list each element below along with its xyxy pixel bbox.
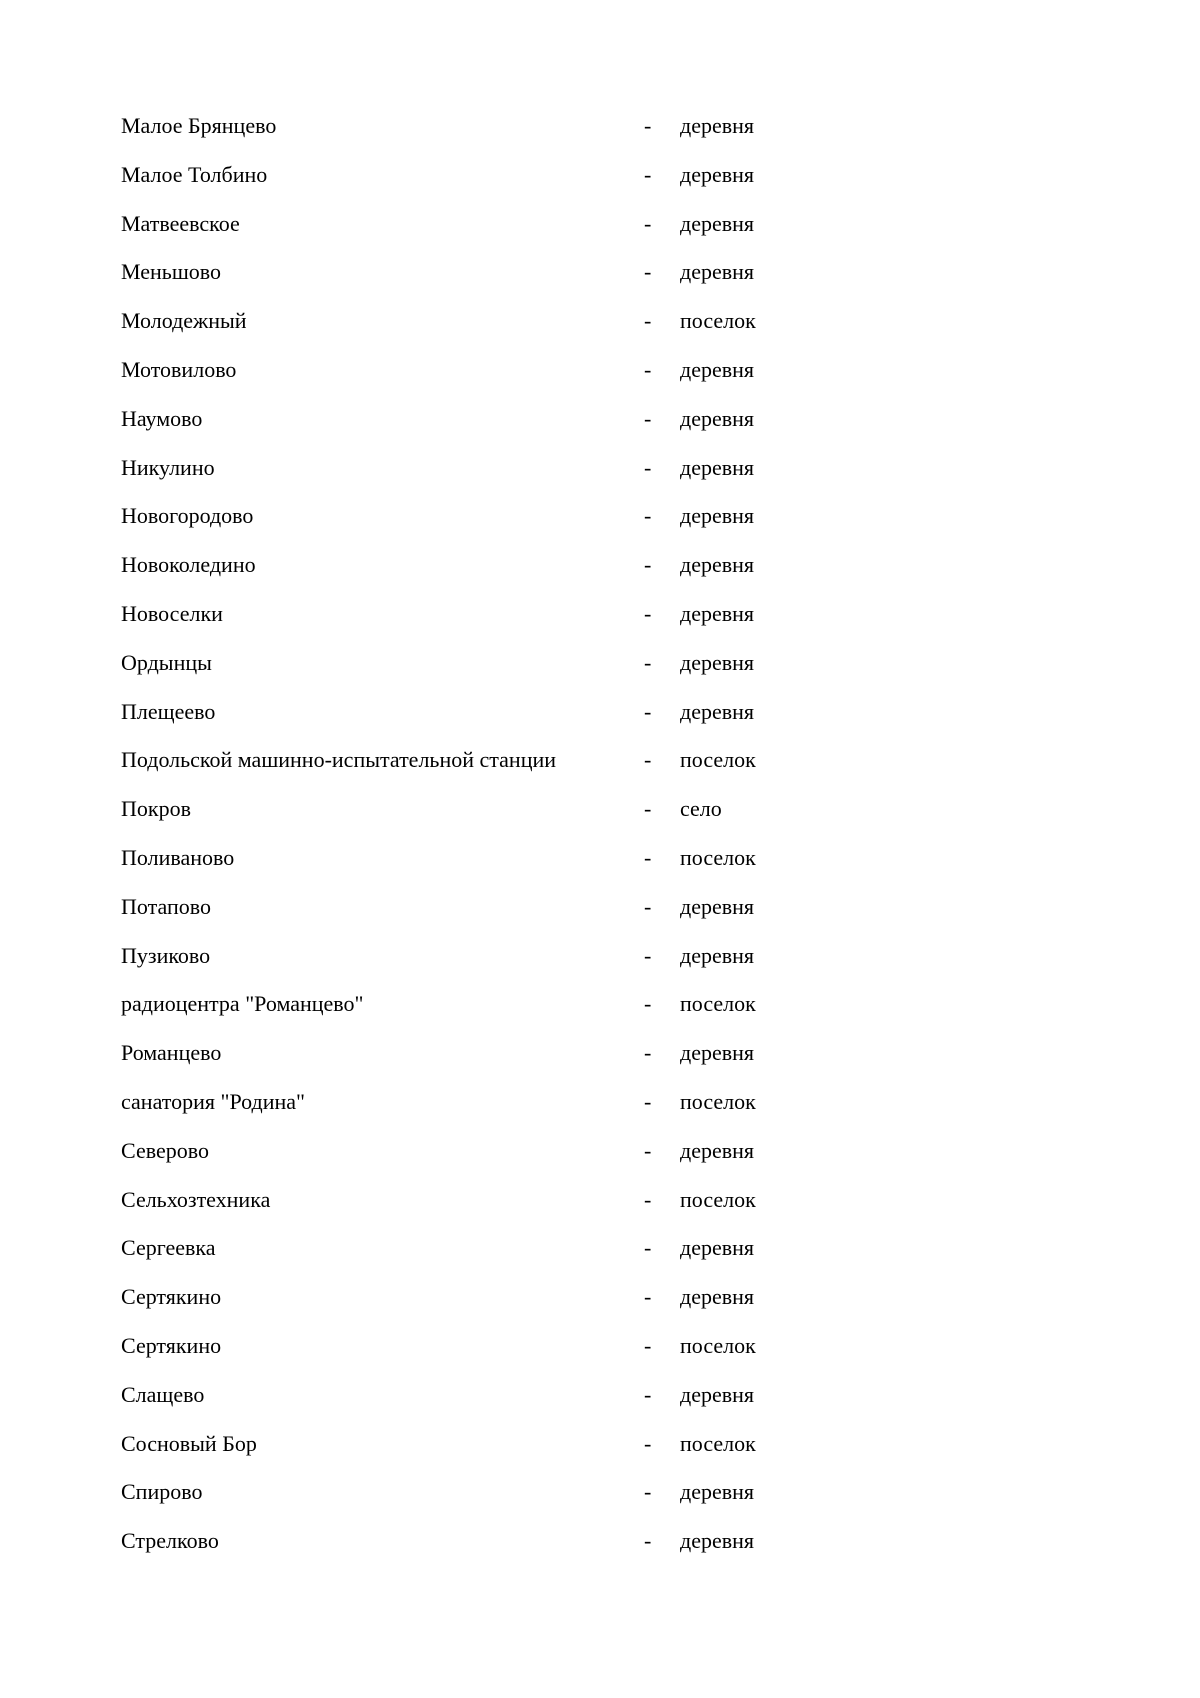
separator-dash: - — [644, 405, 652, 431]
settlement-name: Сельхозтехника — [121, 1186, 271, 1212]
settlement-type: деревня — [680, 259, 755, 285]
settlement-type: деревня — [680, 893, 755, 919]
settlement-type: деревня — [680, 698, 755, 724]
separator-dash: - — [644, 1040, 652, 1066]
settlement-name: Стрелково — [121, 1528, 219, 1554]
settlement-type: деревня — [680, 600, 755, 626]
settlement-type: поселок — [680, 1088, 756, 1114]
separator-dash: - — [644, 552, 652, 578]
list-item — [121, 351, 1121, 400]
separator-dash: - — [644, 1479, 652, 1505]
settlement-type: деревня — [680, 1381, 755, 1407]
list-item — [121, 985, 1121, 1034]
list-item — [121, 253, 1121, 302]
settlement-type: деревня — [680, 503, 755, 529]
settlement-type: деревня — [680, 356, 755, 382]
settlement-type: деревня — [680, 1284, 755, 1310]
separator-dash: - — [644, 1528, 652, 1554]
settlement-type: деревня — [680, 161, 755, 187]
settlement-type: село — [680, 796, 722, 822]
list-item — [121, 839, 1121, 888]
list-item — [121, 1034, 1121, 1083]
settlement-name: Никулино — [121, 454, 215, 480]
settlement-name: Малое Брянцево — [121, 113, 277, 138]
separator-dash: - — [644, 454, 652, 480]
list-item — [121, 1278, 1121, 1327]
settlement-name: Спирово — [121, 1479, 203, 1505]
separator-dash: - — [644, 113, 652, 138]
list-item — [121, 1083, 1121, 1132]
list-item — [121, 1425, 1121, 1474]
list-item — [121, 205, 1121, 254]
settlement-name: санатория "Родина" — [121, 1088, 306, 1114]
settlement-name: Слащево — [121, 1381, 205, 1407]
settlement-name: Сосновый Бор — [121, 1430, 257, 1456]
separator-dash: - — [644, 1088, 652, 1114]
settlement-name: Сертякино — [121, 1332, 222, 1358]
settlement-type: поселок — [680, 1186, 756, 1212]
list-item — [121, 1229, 1121, 1278]
list-item — [121, 1473, 1121, 1522]
separator-dash: - — [644, 1137, 652, 1163]
list-item — [121, 156, 1121, 205]
settlement-name: Потапово — [121, 893, 211, 919]
settlement-type: поселок — [680, 1332, 756, 1358]
list-item — [121, 1327, 1121, 1376]
settlement-type: деревня — [680, 1235, 755, 1261]
settlement-type: деревня — [680, 552, 755, 578]
separator-dash: - — [644, 259, 652, 285]
separator-dash: - — [644, 210, 652, 236]
separator-dash: - — [644, 649, 652, 675]
settlement-type: поселок — [680, 747, 756, 773]
settlement-name: Поливаново — [121, 844, 235, 870]
list-item — [121, 1132, 1121, 1181]
list-item — [121, 302, 1121, 351]
settlement-name: Ордынцы — [121, 649, 212, 675]
separator-dash: - — [644, 503, 652, 529]
settlement-name: Новогородово — [121, 503, 254, 529]
list-item — [121, 595, 1121, 644]
list-item — [121, 888, 1121, 937]
separator-dash: - — [644, 1332, 652, 1358]
settlement-name: Сергеевка — [121, 1235, 216, 1261]
settlement-type: деревня — [680, 1137, 755, 1163]
settlement-type: деревня — [680, 113, 755, 138]
separator-dash: - — [644, 1430, 652, 1456]
settlement-type: поселок — [680, 844, 756, 870]
settlement-name: Пузиково — [121, 942, 211, 968]
list-item — [121, 693, 1121, 742]
settlement-type: деревня — [680, 942, 755, 968]
settlement-name: Плещеево — [121, 698, 216, 724]
separator-dash: - — [644, 844, 652, 870]
settlement-type: деревня — [680, 1479, 755, 1505]
settlement-name: Новоколедино — [121, 552, 256, 578]
list-item — [121, 937, 1121, 986]
list-item — [121, 107, 1121, 156]
settlement-name: Новоселки — [121, 600, 223, 626]
separator-dash: - — [644, 796, 652, 822]
list-item — [121, 546, 1121, 595]
settlement-name: Романцево — [121, 1040, 222, 1066]
list-item — [121, 1181, 1121, 1230]
list-item — [121, 741, 1121, 790]
settlement-name: радиоцентра "Романцево" — [121, 991, 364, 1017]
separator-dash: - — [644, 991, 652, 1017]
settlement-type: поселок — [680, 1430, 756, 1456]
settlement-type: деревня — [680, 1528, 755, 1554]
settlement-name: Мотовилово — [121, 356, 237, 382]
list-item — [121, 790, 1121, 839]
separator-dash: - — [644, 308, 652, 334]
settlement-type: деревня — [680, 405, 755, 431]
settlement-type: поселок — [680, 308, 756, 334]
list-item — [121, 400, 1121, 449]
list-item — [121, 1522, 1121, 1571]
list-item — [121, 1376, 1121, 1425]
list-item — [121, 497, 1121, 546]
settlement-name: Северово — [121, 1137, 209, 1163]
settlement-name: Малое Толбино — [121, 161, 268, 187]
separator-dash: - — [644, 1381, 652, 1407]
separator-dash: - — [644, 1284, 652, 1310]
separator-dash: - — [644, 893, 652, 919]
separator-dash: - — [644, 698, 652, 724]
settlement-name: Наумово — [121, 405, 203, 431]
settlement-type: поселок — [680, 991, 756, 1017]
settlement-name: Подольской машинно-испытательной станции — [121, 747, 557, 773]
settlement-list — [121, 107, 1121, 1571]
settlement-name: Матвеевское — [121, 210, 240, 236]
separator-dash: - — [644, 600, 652, 626]
separator-dash: - — [644, 1235, 652, 1261]
list-item — [121, 644, 1121, 693]
settlement-type: деревня — [680, 1040, 755, 1066]
settlement-name: Меньшово — [121, 259, 222, 285]
settlement-type: деревня — [680, 649, 755, 675]
separator-dash: - — [644, 356, 652, 382]
settlement-name: Молодежный — [121, 308, 247, 334]
list-item — [121, 449, 1121, 498]
separator-dash: - — [644, 942, 652, 968]
settlement-name: Сертякино — [121, 1284, 222, 1310]
separator-dash: - — [644, 747, 652, 773]
settlement-type: деревня — [680, 454, 755, 480]
separator-dash: - — [644, 161, 652, 187]
separator-dash: - — [644, 1186, 652, 1212]
settlement-type: деревня — [680, 210, 755, 236]
settlement-name: Покров — [121, 796, 191, 822]
